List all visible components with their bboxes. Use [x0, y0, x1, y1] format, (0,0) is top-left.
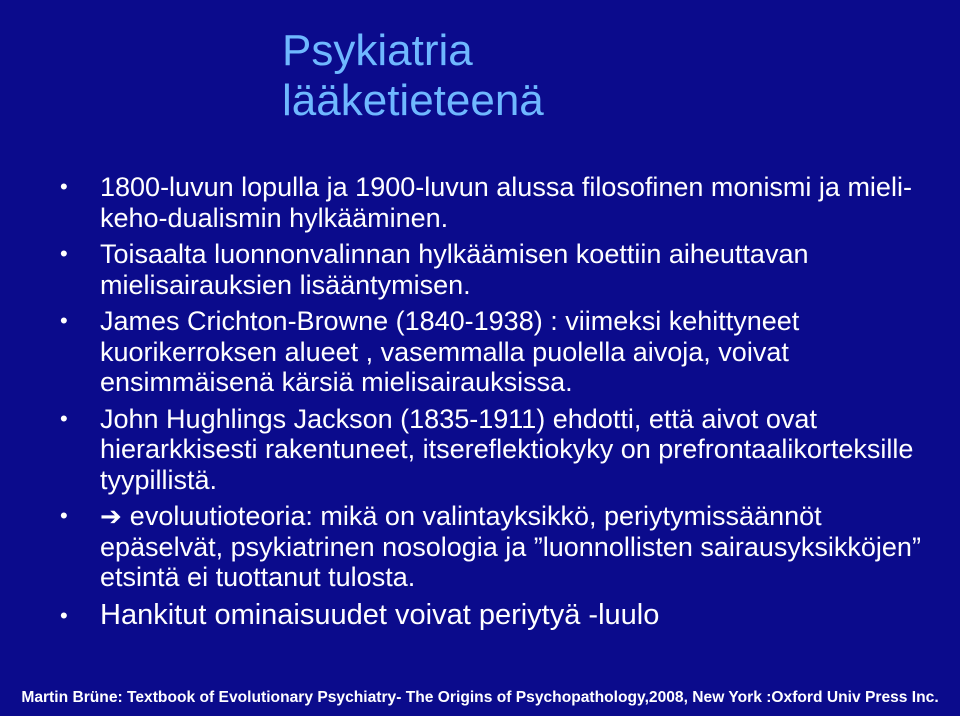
- title-line-2: lääketieteenä: [282, 76, 544, 125]
- bullet-dot-icon: •: [60, 174, 68, 199]
- bullet-dot-icon: •: [60, 503, 68, 528]
- bullet-text: evoluutioteoria: mikä on valintayksikkö, periytymissäännöt epäselvät, psykiatrinen nosologia ja ”luonnollisten sairausyksikköjen” etsintä ei tuottanut tulosta.: [100, 501, 921, 592]
- bullet-text: Hankitut ominaisuudet voivat periytyä -luulo: [100, 598, 660, 631]
- bullet-item: [60, 599, 940, 632]
- bullet-text: 1800-luvun lopulla ja 1900-luvun alussa filosofinen monismi ja mieli-keho-dualismin hylkääminen.: [100, 172, 912, 233]
- bullet-dot-icon: •: [60, 602, 68, 628]
- slide-title: [282, 26, 902, 126]
- bullet-text: John Hughlings Jackson (1835-1911) ehdotti, että aivot ovat hierarkkisesti rakentuneet, itsereflektiokyky on prefrontaalikorteksille tyypillistä.: [100, 403, 914, 495]
- bullet-item: [60, 239, 940, 300]
- bullet-dot-icon: •: [60, 308, 68, 333]
- bullet-item: [60, 501, 940, 593]
- bullet-dot-icon: •: [60, 241, 68, 266]
- arrow-right-icon: ➔: [100, 501, 122, 531]
- bullet-item: [60, 172, 940, 233]
- title-line-1: Psykiatria: [282, 26, 473, 75]
- bullet-dot-icon: •: [60, 405, 68, 431]
- bullet-text: James Crichton-Browne (1840-1938) : viimeksi kehittyneet kuorikerroksen alueet , vasemmalla puolella aivoja, voivat ensimmäisenä kärsiä mielisairauksissa.: [100, 306, 800, 397]
- bullet-list: [60, 172, 940, 638]
- bullet-item: [60, 306, 940, 398]
- bullet-item: [60, 404, 940, 496]
- citation-footer: Martin Brüne: Textbook of Evolutionary Psychiatry- The Origins of Psychopathology,2008, New York :Oxford Univ Press Inc.: [21, 689, 939, 706]
- bullet-text: Toisaalta luonnonvalinnan hylkäämisen koettiin aiheuttavan mielisairauksien lisääntymisen.: [100, 239, 809, 300]
